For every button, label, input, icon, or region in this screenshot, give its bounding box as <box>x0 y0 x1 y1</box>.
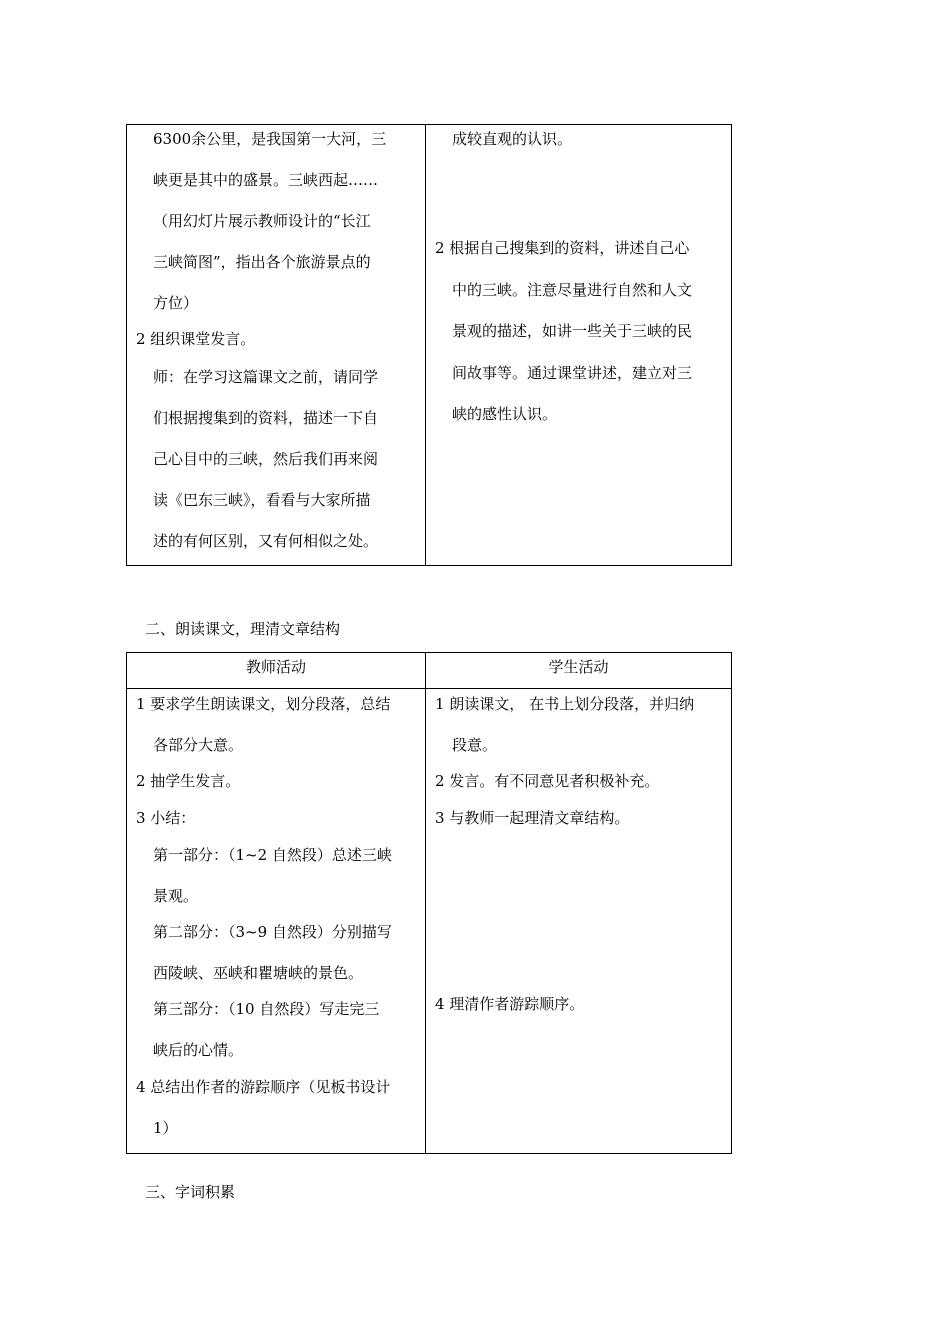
text-line: 述的有何区别，又有何相似之处。 <box>153 532 379 550</box>
text-line: 中的三峡。注意尽量进行自然和人文 <box>452 281 693 299</box>
text-line: 峡后的心情。 <box>153 1041 244 1059</box>
text-line: （用幻灯片展示教师设计的“长江 <box>153 212 371 230</box>
text-line: 1 朗读课文， 在书上划分段落，并归纳 <box>435 695 695 713</box>
text-line: 6300余公里，是我国第一大河，三 <box>153 130 387 148</box>
section-heading-3: 三、字词积累 <box>145 1183 236 1201</box>
text-line: 2 根据自己搜集到的资料，讲述自己心 <box>435 239 690 257</box>
header-teacher-activity: 教师活动 <box>245 658 306 676</box>
text-line: 景观。 <box>153 887 199 905</box>
text-line: 三峡简图”，指出各个旅游景点的 <box>153 253 371 271</box>
reading-structure-table <box>126 652 732 1154</box>
text-line: 景观的描述，如讲一些关于三峡的民 <box>452 322 693 340</box>
text-line: 己心目中的三峡，然后我们再来阅 <box>153 450 379 468</box>
section-heading-2: 二、朗读课文，理清文章结构 <box>145 620 341 638</box>
text-line: 第二部分：（3~9 自然段）分别描写 <box>153 923 392 941</box>
text-line: 1 要求学生朗读课文，划分段落，总结 <box>136 695 391 713</box>
text-line: 段意。 <box>452 736 498 754</box>
text-line: 各部分大意。 <box>153 736 244 754</box>
text-line: 3 与教师一起理清文章结构。 <box>435 809 630 827</box>
text-line: 们根据搜集到的资料，描述一下自 <box>153 409 379 427</box>
text-line: 第三部分：（10 自然段）写走完三 <box>153 1000 380 1018</box>
student-activity-cell <box>426 689 731 1153</box>
text-line: 4 总结出作者的游踪顺序（见板书设计 <box>136 1078 391 1096</box>
text-line: 间故事等。通过课堂讲述，建立对三 <box>452 364 693 382</box>
text-line: 第一部分：（1~2 自然段）总述三峡 <box>153 846 392 864</box>
text-line: 2 抽学生发言。 <box>136 772 241 790</box>
text-line: 峡更是其中的盛景。三峡西起…… <box>153 171 379 189</box>
text-line: 成较直观的认识。 <box>452 130 573 148</box>
text-line: 2 组织课堂发言。 <box>136 330 256 348</box>
lesson-table-continued <box>126 124 732 566</box>
student-activity-cell <box>426 125 731 565</box>
text-line: 4 理清作者游踪顺序。 <box>435 995 585 1013</box>
teacher-activity-cell <box>127 689 425 1153</box>
text-line: 方位） <box>153 294 199 312</box>
text-line: 西陵峡、巫峡和瞿塘峡的景色。 <box>153 964 364 982</box>
text-line: 1） <box>153 1119 178 1137</box>
text-line: 2 发言。有不同意见者积极补充。 <box>435 772 660 790</box>
teacher-activity-cell <box>127 125 425 565</box>
text-line: 师：在学习这篇课文之前，请同学 <box>153 368 379 386</box>
text-line: 峡的感性认识。 <box>452 405 558 423</box>
text-line: 3 小结： <box>136 809 196 827</box>
header-student-activity: 学生活动 <box>548 658 609 676</box>
text-line: 读《巴东三峡》，看看与大家所描 <box>153 491 371 509</box>
